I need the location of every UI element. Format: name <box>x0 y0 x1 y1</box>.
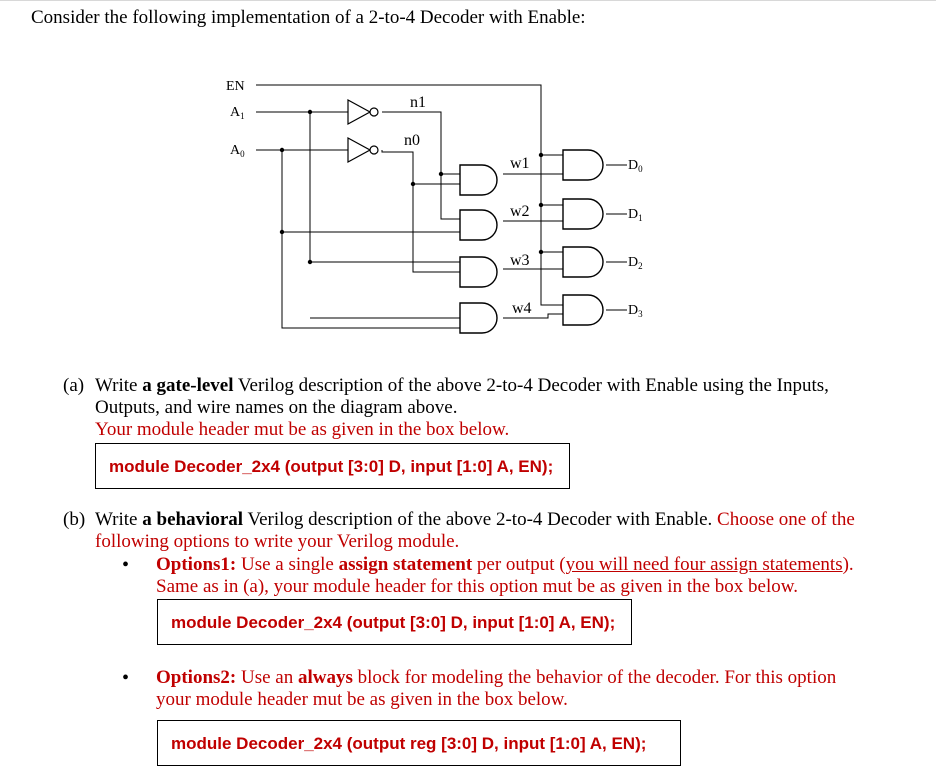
input-a0-label: $A_0$ <box>230 143 245 159</box>
output-d1-label: $D_1$ <box>628 207 643 223</box>
wire-n0-label: n0 <box>404 132 420 149</box>
input-en-label: EN <box>226 79 245 94</box>
and-gate-d1-icon <box>563 199 603 229</box>
and-gate-w1-icon <box>460 165 497 195</box>
and-gate-d0-icon <box>563 150 603 180</box>
option2-code-box: module Decoder_2x4 (output reg [3:0] D, input [1:0] A, EN); <box>157 720 681 766</box>
part-b-label: (b) <box>63 509 86 530</box>
wire-w2-label: w2 <box>510 203 530 220</box>
and-gate-w2-icon <box>460 210 497 240</box>
and-gate-w4-icon <box>460 303 497 333</box>
output-d0-label: $D_0$ <box>628 158 643 174</box>
part-a-code-box: module Decoder_2x4 (output [3:0] D, input [1:0] A, EN); <box>95 443 570 489</box>
part-b-text: Write a behavioral Verilog description of the above 2-to-4 Decoder with Enable. Choose one of the following options to write your Verilog module. <box>95 509 855 552</box>
output-d2-label: $D_2$ <box>628 255 643 271</box>
decoder-circuit-diagram <box>0 0 936 345</box>
wire-w1-label: w1 <box>510 155 530 172</box>
and-gate-d2-icon <box>563 247 603 277</box>
part-a-text: Write a gate-level Verilog description of the above 2-to-4 Decoder with Enable using the Inputs, Outputs, and wire names on the diagram above. Your module header mut be as given in the box below. <box>95 375 829 440</box>
intro-text: Consider the following implementation of a 2-to-4 Decoder with Enable: <box>31 7 586 28</box>
output-d3-label: $D_3$ <box>628 303 643 319</box>
option1-text: Options1: Use a single assign statement per output (you will need four assign statements). Same as in (a), your module header for this option mut be as given in the box below. <box>156 554 854 597</box>
inverter-n1-icon <box>348 100 370 124</box>
option2-bullet: • <box>122 667 130 689</box>
wire-w3-label: w3 <box>510 252 530 269</box>
input-a1-label: $A_1$ <box>230 105 245 121</box>
wire-n1-label: n1 <box>410 94 426 111</box>
option2-text: Options2: Use an always block for modeling the behavior of the decoder. For this option your module header mut be as given in the box below. <box>156 667 837 710</box>
and-gate-d3-icon <box>563 295 603 325</box>
part-a-label: (a) <box>63 375 85 396</box>
and-gate-w3-icon <box>460 257 497 287</box>
wire-w4-label: w4 <box>512 300 532 317</box>
inverter-n0-icon <box>348 138 370 162</box>
option1-code-box: module Decoder_2x4 (output [3:0] D, input [1:0] A, EN); <box>157 599 632 645</box>
option1-bullet: • <box>122 554 130 576</box>
